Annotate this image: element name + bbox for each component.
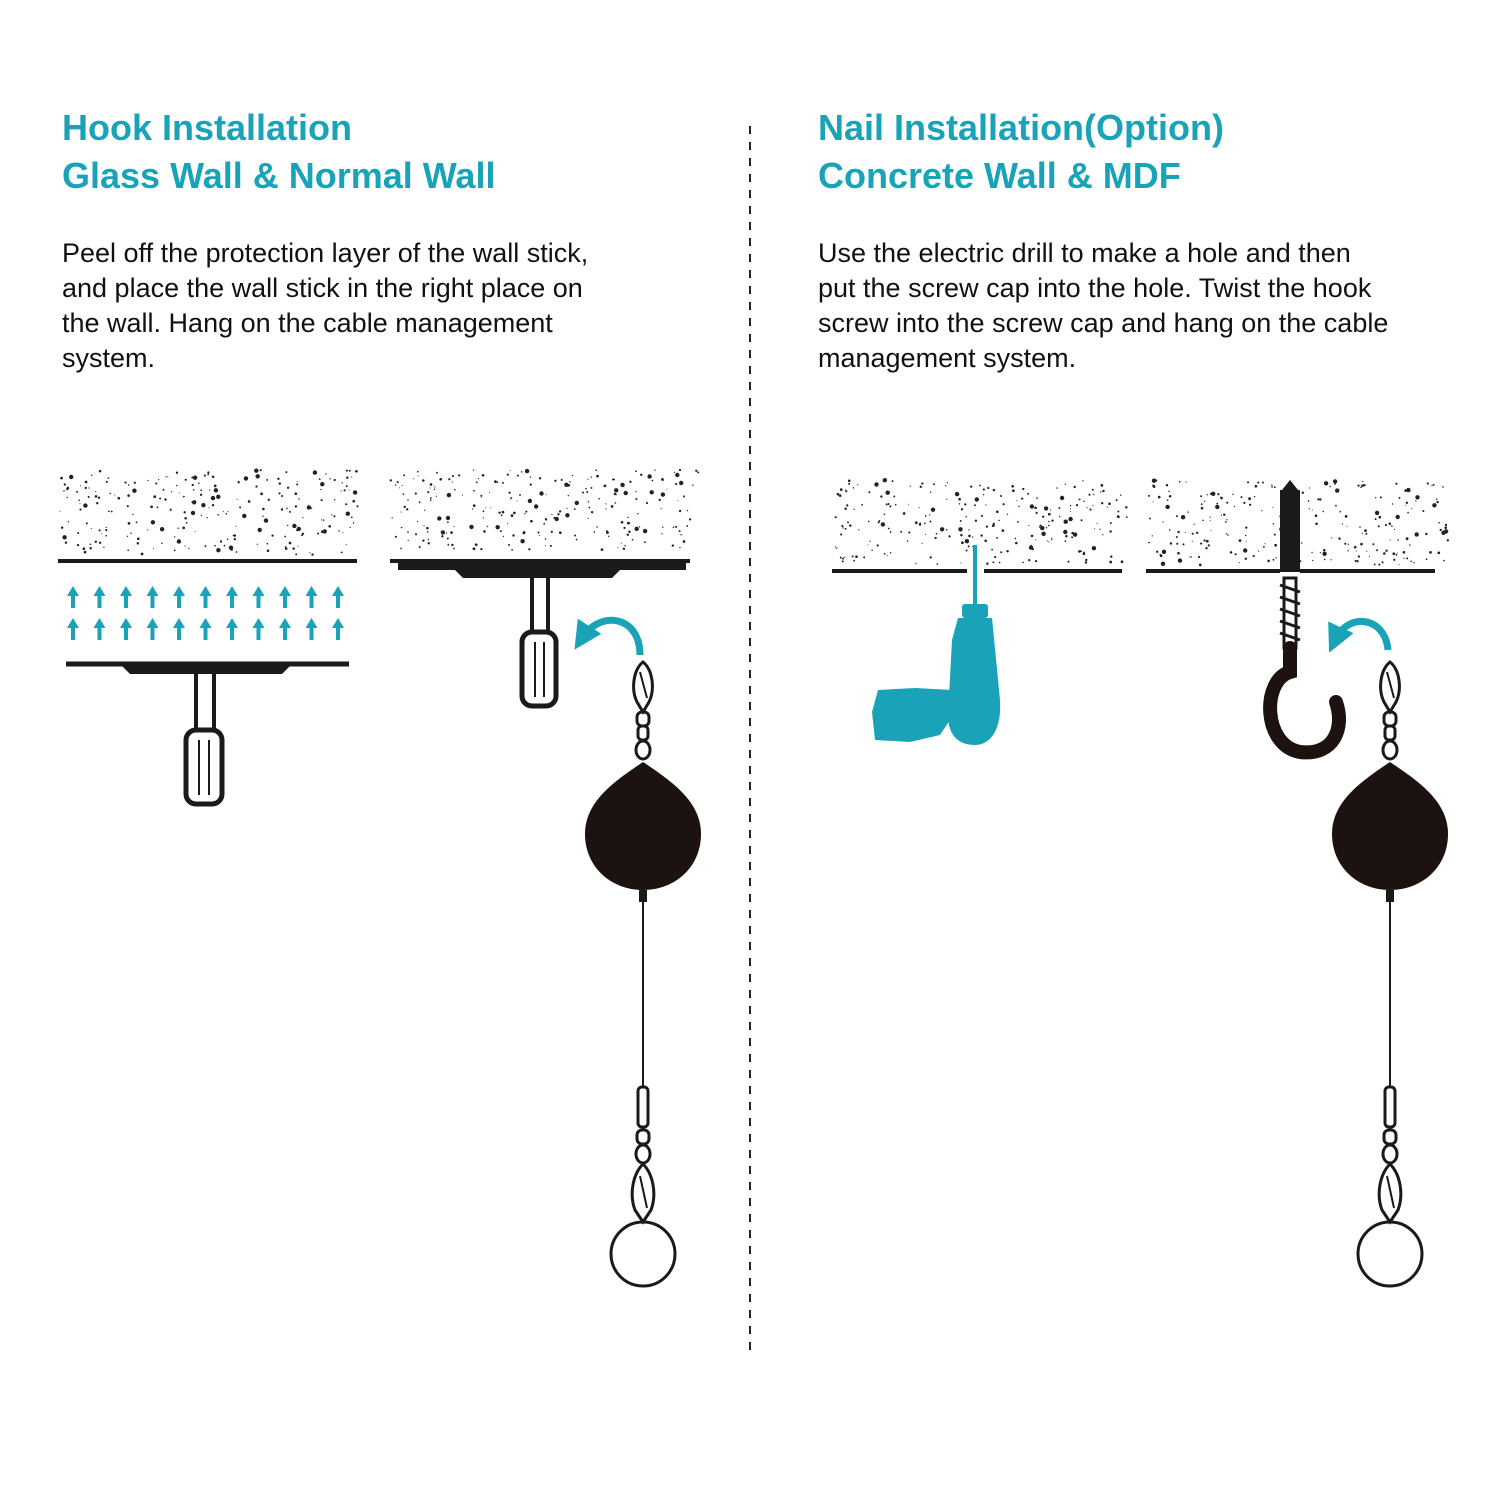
nail-installation-title: Nail Installation(Option) <box>818 107 1224 148</box>
cable-management-reel <box>1332 662 1448 1286</box>
nail-description-line: screw into the screw cap and hang on the cable <box>818 308 1389 338</box>
hook-description-line: Peel off the protection layer of the wall stick, <box>62 238 589 268</box>
hang-direction-arrow <box>1335 621 1388 650</box>
hook-description-line: the wall. Hang on the cable management <box>62 308 553 338</box>
nail-description-line: Use the electric drill to make a hole and then <box>818 238 1351 268</box>
wall-texture <box>60 469 1449 567</box>
drill-hole-step <box>832 545 1122 745</box>
nail-description-line: put the screw cap into the hole. Twist the hook <box>818 273 1372 303</box>
cable-management-reel <box>585 662 701 1286</box>
nail-description-line: management system. <box>818 343 1077 373</box>
screw-hook-step <box>1146 480 1448 1286</box>
press-up-arrows <box>67 586 344 640</box>
wall-stick-mounted-step <box>390 561 701 1286</box>
hook-installation-subtitle: Glass Wall & Normal Wall <box>62 155 496 196</box>
hook-screw-icon <box>1270 578 1339 752</box>
hook-description-line: and place the wall stick in the right place on <box>62 273 583 303</box>
hook-installation-title: Hook Installation <box>62 107 353 148</box>
electric-drill-icon <box>872 604 1000 745</box>
wall-stick-peel-step <box>58 561 357 804</box>
hook-description-line: system. <box>62 343 156 373</box>
nail-installation-subtitle: Concrete Wall & MDF <box>818 155 1181 196</box>
hang-direction-arrow <box>582 620 640 655</box>
